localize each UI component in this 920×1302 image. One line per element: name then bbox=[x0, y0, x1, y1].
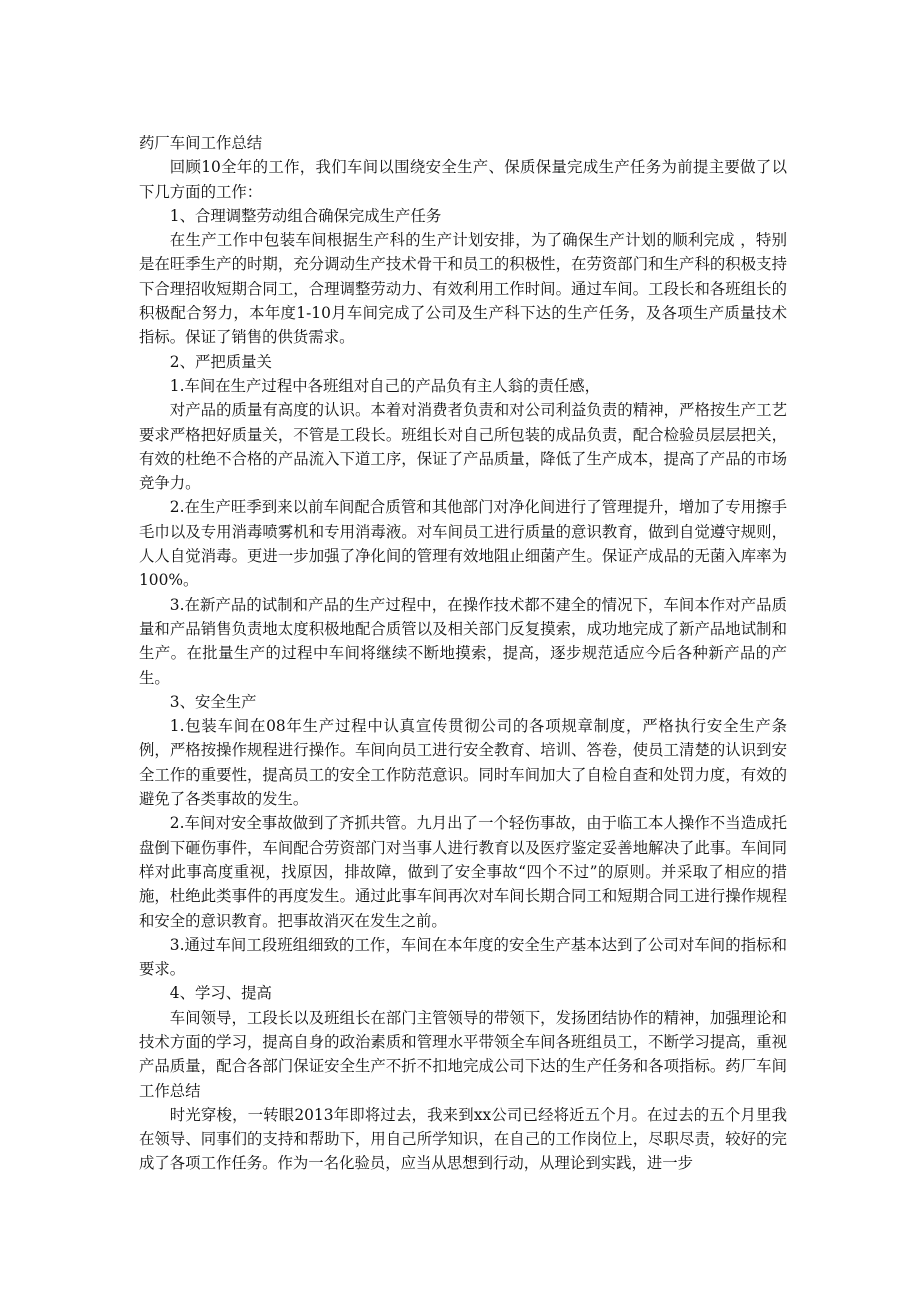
paragraph-learning: 车间领导，工段长以及班组长在部门主管领导的带领下，发扬团结协作的精神，加强理论和技术方面的学习，提高自身的政治素质和管理水平带领全车间各班组员工，不断学习提高，重视产品质量，配合各部门保证安全生产不折不扣地完成公司下达的生产任务和各项指标。药厂车间工作总结 bbox=[139, 1008, 787, 1100]
document-body bbox=[139, 131, 787, 1176]
paragraph-safety-3: 3.通过车间工段班组细致的工作，车间在本年度的安全生产基本达到了公司对车间的指标和要求。 bbox=[139, 935, 787, 979]
paragraph-safety-1: 1.包装车间在08年生产过程中认真宣传贯彻公司的各项规章制度，严格执行安全生产条例，严格按操作规程进行操作。车间向员工进行安全教育、培训、答卷，使员工清楚的认识到安全工作的重要性，提高员工的安全工作防范意识。同时车间加大了自检自查和处罚力度，有效的避免了各类事故的发生。 bbox=[139, 717, 787, 809]
paragraph-closing: 时光穿梭，一转眼2013年即将过去，我来到xx公司已经将近五个月。在过去的五个月里我在领导、同事们的支持和帮助下，用自己所学知识，在自己的工作岗位上，尽职尽责，较好的完成了各项工作任务。作为一名化验员，应当从思想到行动，从理论到实践，进一步 bbox=[139, 1105, 787, 1173]
document-title: 药厂车间工作总结 bbox=[139, 134, 263, 152]
section-heading-safety: 3、安全生产 bbox=[169, 692, 257, 711]
section-heading-learning: 4、学习、提高 bbox=[169, 984, 272, 1003]
paragraph-quality-3: 3.在新产品的试制和产品的生产过程中，在操作技术都不建全的情况下，车间本作对产品质量和产品销售负责地太度积极地配合质管以及相关部门反复摸索，成功地完成了新产品地试制和生产。在批量生产的过程中车间将继续不断地摸索，提高，逐步规范适应今后各种新产品的产生。 bbox=[139, 595, 787, 687]
section-heading-quality: 2、严把质量关 bbox=[169, 352, 272, 371]
section-heading-labor: 1、合理调整劳动组合确保完成生产任务 bbox=[169, 206, 442, 225]
paragraph-quality-1-cont: 对产品的质量有高度的认识。本着对消费者负责和对公司利益负责的精神，严格按生产工艺要求严格把好质量关，不管是工段长。班组长对自己所包装的成品负责，配合检验员层层把关，有效的杜绝不合格的产品流入下道工序，保证了产品质量，降低了生产成本，提高了产品的市场竞争力。 bbox=[139, 401, 787, 493]
paragraph-intro: 回顾10全年的工作，我们车间以围绕安全生产、保质保量完成生产任务为前提主要做了以下几方面的工作： bbox=[139, 158, 787, 201]
paragraph-safety-2: 2.车间对安全事故做到了齐抓共管。九月出了一个轻伤事故，由于临工本人操作不当造成托盘倒下砸伤事件，车间配合劳资部门对当事人进行教育以及医疗鉴定妥善地解决了此事。车间同样对此事高度重视，找原因，排故障，做到了安全事故“四个不过”的原则。并采取了相应的措施，杜绝此类事件的再度发生。通过此事车间再次对车间长期合同工和短期合同工进行操作规程和安全的意识教育。把事故消灭在发生之前。 bbox=[139, 814, 787, 930]
paragraph-labor: 在生产工作中包装车间根据生产科的生产计划安排，为了确保生产计划的顺利完成 ，特别是在旺季生产的时期，充分调动生产技术骨干和员工的积极性，在劳资部门和生产科的积极支持下合理招收短期合同工，合理调整劳动力、有效利用工作时间。通过车间。工段长和各班组长的积极配合努力，本年度1-10月车间完成了公司及生产科下达的生产任务，及各项生产质量技术指标。保证了销售的供货需求。 bbox=[139, 231, 787, 347]
paragraph-quality-2: 2.在生产旺季到来以前车间配合质管和其他部门对净化间进行了管理提升，增加了专用擦手毛巾以及专用消毒喷雾机和专用消毒液。对车间员工进行质量的意识教育，做到自觉遵守规则，人人自觉消毒。更进一步加强了净化间的管理有效地阻止细菌产生。保证产成品的无菌入库率为100%。 bbox=[139, 498, 787, 590]
paragraph-quality-1: 1.车间在生产过程中各班组对自己的产品负有主人翁的责任感， bbox=[169, 376, 601, 395]
